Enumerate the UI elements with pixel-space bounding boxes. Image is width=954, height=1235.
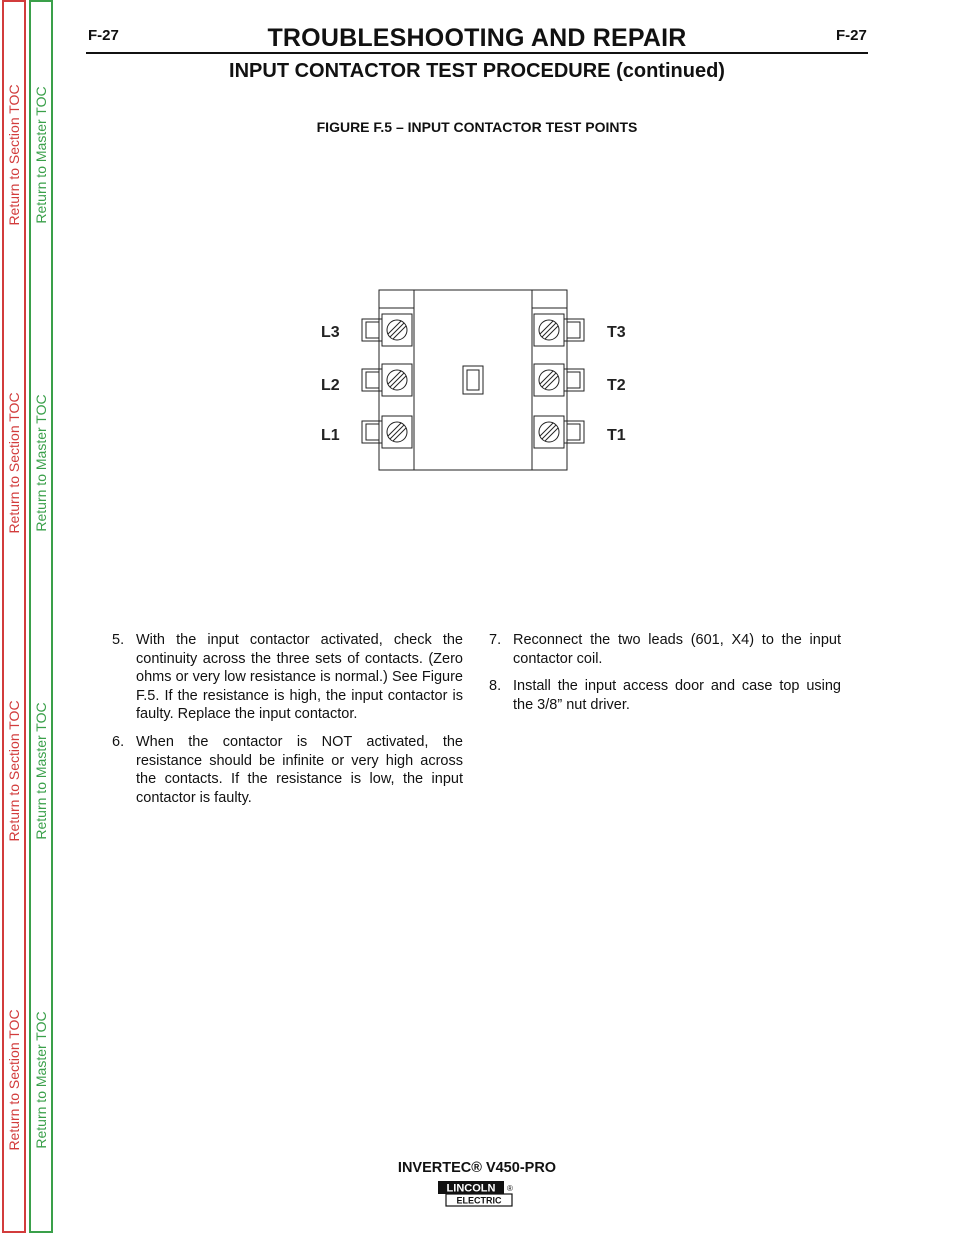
return-to-section-toc-link[interactable]: Return to Section TOC <box>6 1009 22 1151</box>
return-to-section-toc-link[interactable]: Return to Section TOC <box>6 392 22 534</box>
section-toc-bar <box>2 0 26 1233</box>
title-divider <box>86 52 868 54</box>
step-number: 5. <box>112 632 125 648</box>
terminal-label-T2: T2 <box>607 377 626 394</box>
page-number-left: F-27 <box>88 27 119 44</box>
product-name: INVERTEC® V450-PRO <box>397 1160 557 1176</box>
terminal-label-L1: L1 <box>321 427 340 444</box>
svg-text:®: ® <box>507 1184 513 1193</box>
step-text: When the contactor is NOT activated, the resistance should be infinite or very high across the contacts. If the resistance is low, the input contactor is faulty. <box>136 733 463 806</box>
return-to-master-toc-link[interactable]: Return to Master TOC <box>33 1011 49 1149</box>
terminal-label-T3: T3 <box>607 324 626 341</box>
steps-left-column <box>112 631 463 816</box>
step-number: 8. <box>489 678 502 695</box>
return-to-master-toc-link[interactable]: Return to Master TOC <box>33 86 49 224</box>
page-number-right: F-27 <box>836 27 867 44</box>
step-text: Reconnect the two leads (601, X4) to the input contactor coil. <box>513 632 841 667</box>
steps-right-column <box>489 631 841 723</box>
terminal-label-L3: L3 <box>321 324 340 341</box>
page-title: TROUBLESHOOTING AND REPAIR <box>267 24 687 52</box>
terminal-label-L2: L2 <box>321 377 340 394</box>
step-item <box>489 631 841 668</box>
lincoln-electric-logo <box>437 1180 517 1208</box>
terminal-label-T1: T1 <box>607 427 626 444</box>
contactor-body <box>414 290 532 470</box>
page-subtitle: INPUT CONTACTOR TEST PROCEDURE (continued) <box>229 60 725 82</box>
step-item <box>489 677 841 714</box>
return-to-master-toc-link[interactable]: Return to Master TOC <box>33 394 49 532</box>
step-text: With the input contactor activated, check the continuity across the three sets of contacts. (Zero ohms or very low resistance is normal.) See Figure F.5. If the resistance is high, the input contactor is faulty. Replace the input contactor. <box>136 632 463 723</box>
step-item <box>112 631 463 724</box>
step-number: 7. <box>489 632 502 648</box>
step-text: Install the input access door and case top using the 3/8” nut driver. <box>513 678 841 713</box>
figure-caption: FIGURE F.5 – INPUT CONTACTOR TEST POINTS <box>316 119 638 135</box>
master-toc-bar <box>29 0 53 1233</box>
svg-text:ELECTRIC: ELECTRIC <box>456 1195 502 1206</box>
return-to-master-toc-link[interactable]: Return to Master TOC <box>33 702 49 840</box>
contactor-diagram <box>300 280 650 480</box>
contactor-diagram-svg <box>300 280 650 480</box>
step-number: 6. <box>112 733 125 750</box>
svg-text:LINCOLN: LINCOLN <box>446 1182 496 1195</box>
return-to-section-toc-link[interactable]: Return to Section TOC <box>6 84 22 226</box>
return-to-section-toc-link[interactable]: Return to Section TOC <box>6 700 22 842</box>
step-item <box>112 733 463 807</box>
